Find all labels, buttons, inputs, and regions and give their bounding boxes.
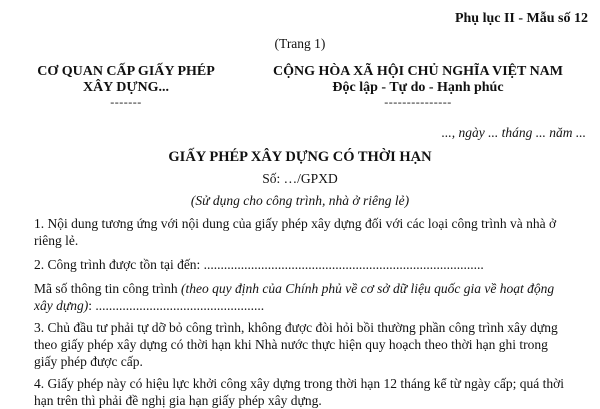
project-code-note: (theo quy định của Chính phủ về cơ sở dữ liệu quốc gia về hoạt động xây dựng) (34, 281, 555, 313)
appendix-label: Phụ lục II - Mẫu số 12 (454, 11, 588, 26)
agency-name-line1: CƠ QUAN CẤP GIẤY PHÉP (37, 64, 215, 79)
project-code-label: Mã số thông tin công trình (34, 281, 181, 296)
agency-name-line2: XÂY DỰNG... (82, 80, 170, 95)
item-4: 4. Giấy phép này có hiệu lực khởi công xây dựng trong thời hạn 12 tháng kể từ ngày cấp; quá thời hạn trên thì phải đề nghị gia hạn giấy phép xây dựng. (34, 376, 565, 408)
usage-note: (Sử dụng cho công trình, nhà ở riêng lẻ) (190, 193, 410, 208)
document-number: Số: …/GPXD (262, 171, 338, 186)
issuing-agency-block (20, 64, 232, 108)
nation-name: CỘNG HÒA XÃ HỘI CHỦ NGHĨA VIỆT NAM (272, 64, 563, 79)
nation-divider: --------------- (384, 95, 452, 109)
nation-motto: Độc lập - Tự do - Hạnh phúc (332, 80, 504, 95)
item-3: 3. Chủ đầu tư phải tự dỡ bỏ công trình, không được đòi hỏi bồi thường phần công trình xây dựng theo giấy phép xây dựng có thời hạn khi Nhà nước thực hiện quy hoạch theo thời hạn ghi trong giấy phép được cấp. (34, 320, 558, 369)
agency-divider: ------- (110, 95, 142, 109)
national-motto-block (236, 64, 600, 108)
document-title: GIẤY PHÉP XÂY DỰNG CÓ THỜI HẠN (168, 149, 432, 165)
item-2: 2. Công trình được tồn tại đến: ................................................................................... (34, 257, 484, 272)
project-code-dots: : .................................................. (88, 298, 265, 313)
page-label: (Trang 1) (274, 36, 326, 51)
item-project-code (34, 280, 574, 314)
date-line: ..., ngày ... tháng ... năm ... (441, 125, 586, 140)
item-1: 1. Nội dung tương ứng với nội dung của giấy phép xây dựng đối với các loại công trình và nhà ở riêng lẻ. (34, 216, 557, 248)
